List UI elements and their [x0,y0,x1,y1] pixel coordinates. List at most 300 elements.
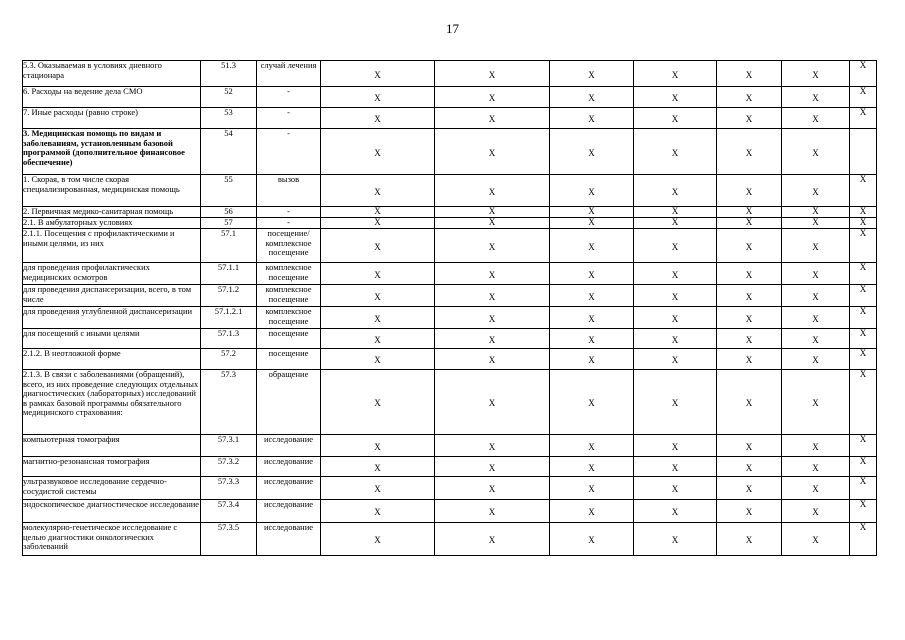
x-mark: X [671,291,679,302]
x-mark: X [588,206,595,217]
x-mark: X [374,291,381,302]
x-mark: X [812,186,819,197]
row-name-cell: 2.1. В амбулаторных условиях [23,218,201,229]
x-mark: X [588,441,595,452]
x-mark-cell [782,285,850,307]
row-name-cell: эндоскопическое диагностическое исследование [23,500,201,523]
x-mark-cell [782,61,850,87]
row-name-cell: молекулярно-генетическое исследование с целью диагностики онкологических заболеваний [23,523,201,556]
x-mark: X [588,217,595,228]
x-mark-cell [634,263,717,285]
page-number: 17 [446,21,459,36]
x-mark: X [488,355,496,366]
x-mark-cell [717,207,782,218]
x-mark: X [812,69,819,80]
row-unit-cell: - [257,207,321,218]
x-mark-cell [717,87,782,108]
x-mark-cell [717,435,782,457]
x-mark: X [745,355,753,366]
last-column-cell: X [850,457,877,477]
x-mark: X [671,462,679,473]
medical-care-table [22,60,877,556]
last-column-cell: X [850,285,877,307]
x-mark-cell [321,207,435,218]
x-mark-cell [717,61,782,87]
x-mark: X [812,147,819,158]
x-mark-cell [435,329,550,349]
last-column-cell: X [850,329,877,349]
table-row [23,457,877,477]
table-row [23,307,877,329]
x-mark-cell [550,500,634,523]
x-mark-cell [321,129,435,175]
row-unit-cell: исследование [257,457,321,477]
x-mark-cell [321,457,435,477]
x-mark-cell [550,370,634,435]
last-column-cell: X [850,175,877,207]
row-code-cell: 57.3.5 [201,523,257,556]
last-column-cell [850,129,877,175]
x-mark: X [812,217,819,228]
row-name-cell: для проведения профилактических медицинских осмотров [23,263,201,285]
x-mark: X [745,313,753,324]
x-mark-cell [634,285,717,307]
row-name-cell: компьютерная томография [23,435,201,457]
x-mark-cell [321,87,435,108]
x-mark: X [745,206,753,217]
row-name-cell: для посещений с иными целями [23,329,201,349]
x-mark: X [374,269,381,280]
x-mark: X [588,186,595,197]
row-unit-cell: исследование [257,435,321,457]
x-mark-cell [550,87,634,108]
row-unit-cell: обращение [257,370,321,435]
last-column-cell: X [850,108,877,129]
x-mark: X [374,93,381,104]
row-unit-cell: исследование [257,500,321,523]
x-mark-cell [435,87,550,108]
table-row [23,108,877,129]
x-mark-cell [717,477,782,500]
x-mark-cell [550,349,634,370]
x-mark-cell [634,523,717,556]
x-mark-cell [321,477,435,500]
last-column-cell: X [850,500,877,523]
x-mark: X [488,507,496,518]
x-mark: X [588,484,595,495]
row-code-cell: 57.3.3 [201,477,257,500]
row-unit-cell: исследование [257,477,321,500]
x-mark-cell [550,229,634,263]
last-column-cell: X [850,61,877,87]
x-mark: X [588,535,595,546]
table-row [23,263,877,285]
row-unit-cell: посещение [257,329,321,349]
x-mark: X [488,114,496,125]
x-mark: X [488,313,496,324]
table-row [23,435,877,457]
x-mark: X [812,291,819,302]
x-mark-cell [782,307,850,329]
row-unit-cell: комплексное посещение [257,263,321,285]
row-code-cell: 51.3 [201,61,257,87]
x-mark: X [374,484,381,495]
x-mark: X [488,93,496,104]
x-mark: X [745,241,753,252]
x-mark: X [671,334,679,345]
x-mark: X [745,217,753,228]
x-mark: X [812,462,819,473]
x-mark: X [671,93,679,104]
row-code-cell: 57.3.4 [201,500,257,523]
x-mark-cell [435,263,550,285]
x-mark: X [812,93,819,104]
x-mark-cell [634,457,717,477]
row-code-cell: 57.1.2.1 [201,307,257,329]
x-mark: X [588,69,595,80]
row-code-cell: 57.3.2 [201,457,257,477]
x-mark-cell [435,129,550,175]
x-mark-cell [321,435,435,457]
x-mark-cell [717,218,782,229]
x-mark-cell [717,349,782,370]
row-unit-cell: исследование [257,523,321,556]
last-column-cell: X [850,435,877,457]
x-mark: X [374,69,381,80]
x-mark-cell [634,229,717,263]
row-unit-cell: - [257,87,321,108]
row-code-cell: 57.3 [201,370,257,435]
x-mark: X [374,334,381,345]
x-mark-cell [634,500,717,523]
x-mark-cell [782,477,850,500]
x-mark-cell [435,285,550,307]
x-mark-cell [634,61,717,87]
x-mark-cell [782,229,850,263]
x-mark: X [745,186,753,197]
row-name-cell: для проведения углубленной диспансеризации [23,307,201,329]
row-code-cell: 57.1.3 [201,329,257,349]
x-mark-cell [717,263,782,285]
last-column-cell: X [850,87,877,108]
x-mark-cell [435,108,550,129]
last-column-cell: X [850,349,877,370]
row-code-cell: 57.1.1 [201,263,257,285]
x-mark: X [745,462,753,473]
row-name-cell: 2.1.1. Посещения с профилактическими и иными целями, из них [23,229,201,263]
table-row [23,349,877,370]
x-mark-cell [634,435,717,457]
last-column-cell: X [850,207,877,218]
x-mark: X [812,206,819,217]
x-mark-cell [550,285,634,307]
x-mark-cell [321,218,435,229]
x-mark-cell [782,457,850,477]
table-row [23,523,877,556]
x-mark: X [374,114,381,125]
x-mark-cell [550,435,634,457]
x-mark-cell [782,87,850,108]
table-row [23,175,877,207]
x-mark: X [488,217,496,228]
x-mark: X [812,334,819,345]
last-column-cell: X [850,229,877,263]
table-row [23,129,877,175]
x-mark: X [812,398,819,409]
row-name-cell: 7. Иные расходы (равно строке) [23,108,201,129]
x-mark: X [671,217,679,228]
x-mark-cell [435,457,550,477]
x-mark: X [588,507,595,518]
x-mark-cell [717,500,782,523]
x-mark-cell [782,218,850,229]
x-mark: X [374,147,381,158]
x-mark: X [488,147,496,158]
x-mark: X [488,441,496,452]
x-mark: X [745,441,753,452]
x-mark-cell [435,435,550,457]
row-unit-cell: комплексное посещение [257,285,321,307]
x-mark: X [488,186,496,197]
x-mark-cell [550,457,634,477]
x-mark: X [374,462,381,473]
x-mark: X [671,484,679,495]
last-column-cell: X [850,218,877,229]
x-mark: X [374,398,381,409]
row-name-cell: 2.1.3. В связи с заболеваниями (обращений), всего, из них проведение следующих отдельных диагностических (лабораторных) исследований в рамках базовой программы обязательного медицинского страхования: [23,370,201,435]
x-mark: X [745,291,753,302]
x-mark-cell [550,129,634,175]
x-mark: X [488,462,496,473]
last-column-cell: X [850,370,877,435]
x-mark-cell [717,129,782,175]
x-mark-cell [321,263,435,285]
row-code-cell: 57.2 [201,349,257,370]
x-mark: X [671,355,679,366]
x-mark-cell [782,329,850,349]
table-row [23,329,877,349]
x-mark-cell [321,175,435,207]
x-mark-cell [717,307,782,329]
x-mark-cell [717,229,782,263]
x-mark: X [374,206,381,217]
x-mark: X [374,241,381,252]
x-mark: X [745,484,753,495]
x-mark-cell [717,370,782,435]
x-mark-cell [550,218,634,229]
x-mark: X [374,313,381,324]
x-mark-cell [717,523,782,556]
x-mark-cell [321,285,435,307]
x-mark-cell [634,477,717,500]
x-mark-cell [550,207,634,218]
row-unit-cell: случай лечения [257,61,321,87]
x-mark: X [812,355,819,366]
x-mark-cell [550,329,634,349]
x-mark-cell [782,523,850,556]
x-mark: X [745,507,753,518]
x-mark: X [812,313,819,324]
row-name-cell: 2.1.2. В неотложной форме [23,349,201,370]
x-mark: X [745,69,753,80]
row-unit-cell: посещение [257,349,321,370]
table-row [23,87,877,108]
x-mark-cell [550,263,634,285]
x-mark-cell [550,175,634,207]
x-mark-cell [717,108,782,129]
x-mark-cell [782,370,850,435]
x-mark: X [588,355,595,366]
x-mark: X [588,462,595,473]
row-unit-cell: комплексное посещение [257,307,321,329]
row-name-cell: 1. Скорая, в том числе скорая специализированная, медицинская помощь [23,175,201,207]
x-mark-cell [321,329,435,349]
x-mark: X [488,206,496,217]
x-mark-cell [435,500,550,523]
x-mark-cell [634,370,717,435]
x-mark-cell [435,523,550,556]
row-code-cell: 57.1 [201,229,257,263]
x-mark-cell [321,500,435,523]
x-mark: X [671,398,679,409]
row-unit-cell: вызов [257,175,321,207]
x-mark-cell [717,285,782,307]
row-name-cell: 6. Расходы на ведение дела СМО [23,87,201,108]
row-code-cell: 55 [201,175,257,207]
x-mark-cell [435,307,550,329]
x-mark: X [812,269,819,280]
x-mark: X [745,93,753,104]
row-unit-cell: - [257,129,321,175]
x-mark-cell [321,370,435,435]
x-mark-cell [782,435,850,457]
x-mark-cell [634,349,717,370]
x-mark-cell [782,175,850,207]
x-mark-cell [435,477,550,500]
table-row [23,218,877,229]
x-mark: X [745,535,753,546]
x-mark: X [374,507,381,518]
x-mark-cell [435,370,550,435]
x-mark: X [745,114,753,125]
x-mark-cell [435,229,550,263]
x-mark-cell [321,229,435,263]
x-mark-cell [321,307,435,329]
x-mark: X [671,441,679,452]
x-mark-cell [550,61,634,87]
row-code-cell: 53 [201,108,257,129]
x-mark-cell [634,329,717,349]
x-mark: X [488,69,496,80]
x-mark: X [588,291,595,302]
x-mark-cell [321,523,435,556]
x-mark: X [671,313,679,324]
last-column-cell: X [850,523,877,556]
table-row [23,370,877,435]
x-mark: X [374,186,381,197]
row-name-cell: 2. Первичная медико-санитарная помощь [23,207,201,218]
x-mark-cell [550,523,634,556]
last-column-cell: X [850,477,877,500]
table-row [23,500,877,523]
row-code-cell: 54 [201,129,257,175]
x-mark: X [812,484,819,495]
x-mark-cell [782,349,850,370]
x-mark: X [745,269,753,280]
x-mark-cell [634,307,717,329]
x-mark: X [488,291,496,302]
x-mark: X [488,269,496,280]
row-code-cell: 56 [201,207,257,218]
x-mark-cell [435,218,550,229]
row-code-cell: 52 [201,87,257,108]
x-mark: X [671,206,679,217]
x-mark-cell [717,175,782,207]
x-mark: X [588,398,595,409]
x-mark-cell [435,349,550,370]
x-mark: X [812,241,819,252]
x-mark: X [812,507,819,518]
table-row [23,207,877,218]
x-mark: X [588,147,595,158]
x-mark: X [488,535,496,546]
last-column-cell: X [850,307,877,329]
x-mark-cell [634,218,717,229]
x-mark-cell [550,108,634,129]
x-mark-cell [782,263,850,285]
x-mark: X [588,313,595,324]
row-unit-cell: - [257,218,321,229]
x-mark: X [374,217,381,228]
table-row [23,285,877,307]
x-mark: X [374,355,381,366]
x-mark-cell [634,108,717,129]
x-mark-cell [435,61,550,87]
x-mark-cell [550,477,634,500]
x-mark: X [671,147,679,158]
x-mark-cell [782,207,850,218]
x-mark: X [671,241,679,252]
x-mark: X [671,269,679,280]
x-mark: X [488,334,496,345]
x-mark: X [671,507,679,518]
x-mark: X [671,186,679,197]
x-mark-cell [634,175,717,207]
row-name-cell: ультразвуковое исследование сердечно-сосудистой системы [23,477,201,500]
row-name-cell: для проведения диспансеризации, всего, в том числе [23,285,201,307]
row-code-cell: 57.3.1 [201,435,257,457]
row-name-cell: магнитно-резонансная томография [23,457,201,477]
x-mark: X [374,441,381,452]
x-mark-cell [321,108,435,129]
x-mark: X [671,114,679,125]
x-mark: X [745,147,753,158]
x-mark-cell [634,207,717,218]
x-mark-cell [435,207,550,218]
x-mark-cell [717,329,782,349]
row-code-cell: 57 [201,218,257,229]
x-mark-cell [435,175,550,207]
x-mark: X [745,334,753,345]
x-mark-cell [321,349,435,370]
x-mark: X [812,114,819,125]
x-mark-cell [717,457,782,477]
x-mark: X [488,398,496,409]
row-code-cell: 57.1.2 [201,285,257,307]
x-mark: X [488,484,496,495]
x-mark-cell [782,108,850,129]
x-mark-cell [634,87,717,108]
